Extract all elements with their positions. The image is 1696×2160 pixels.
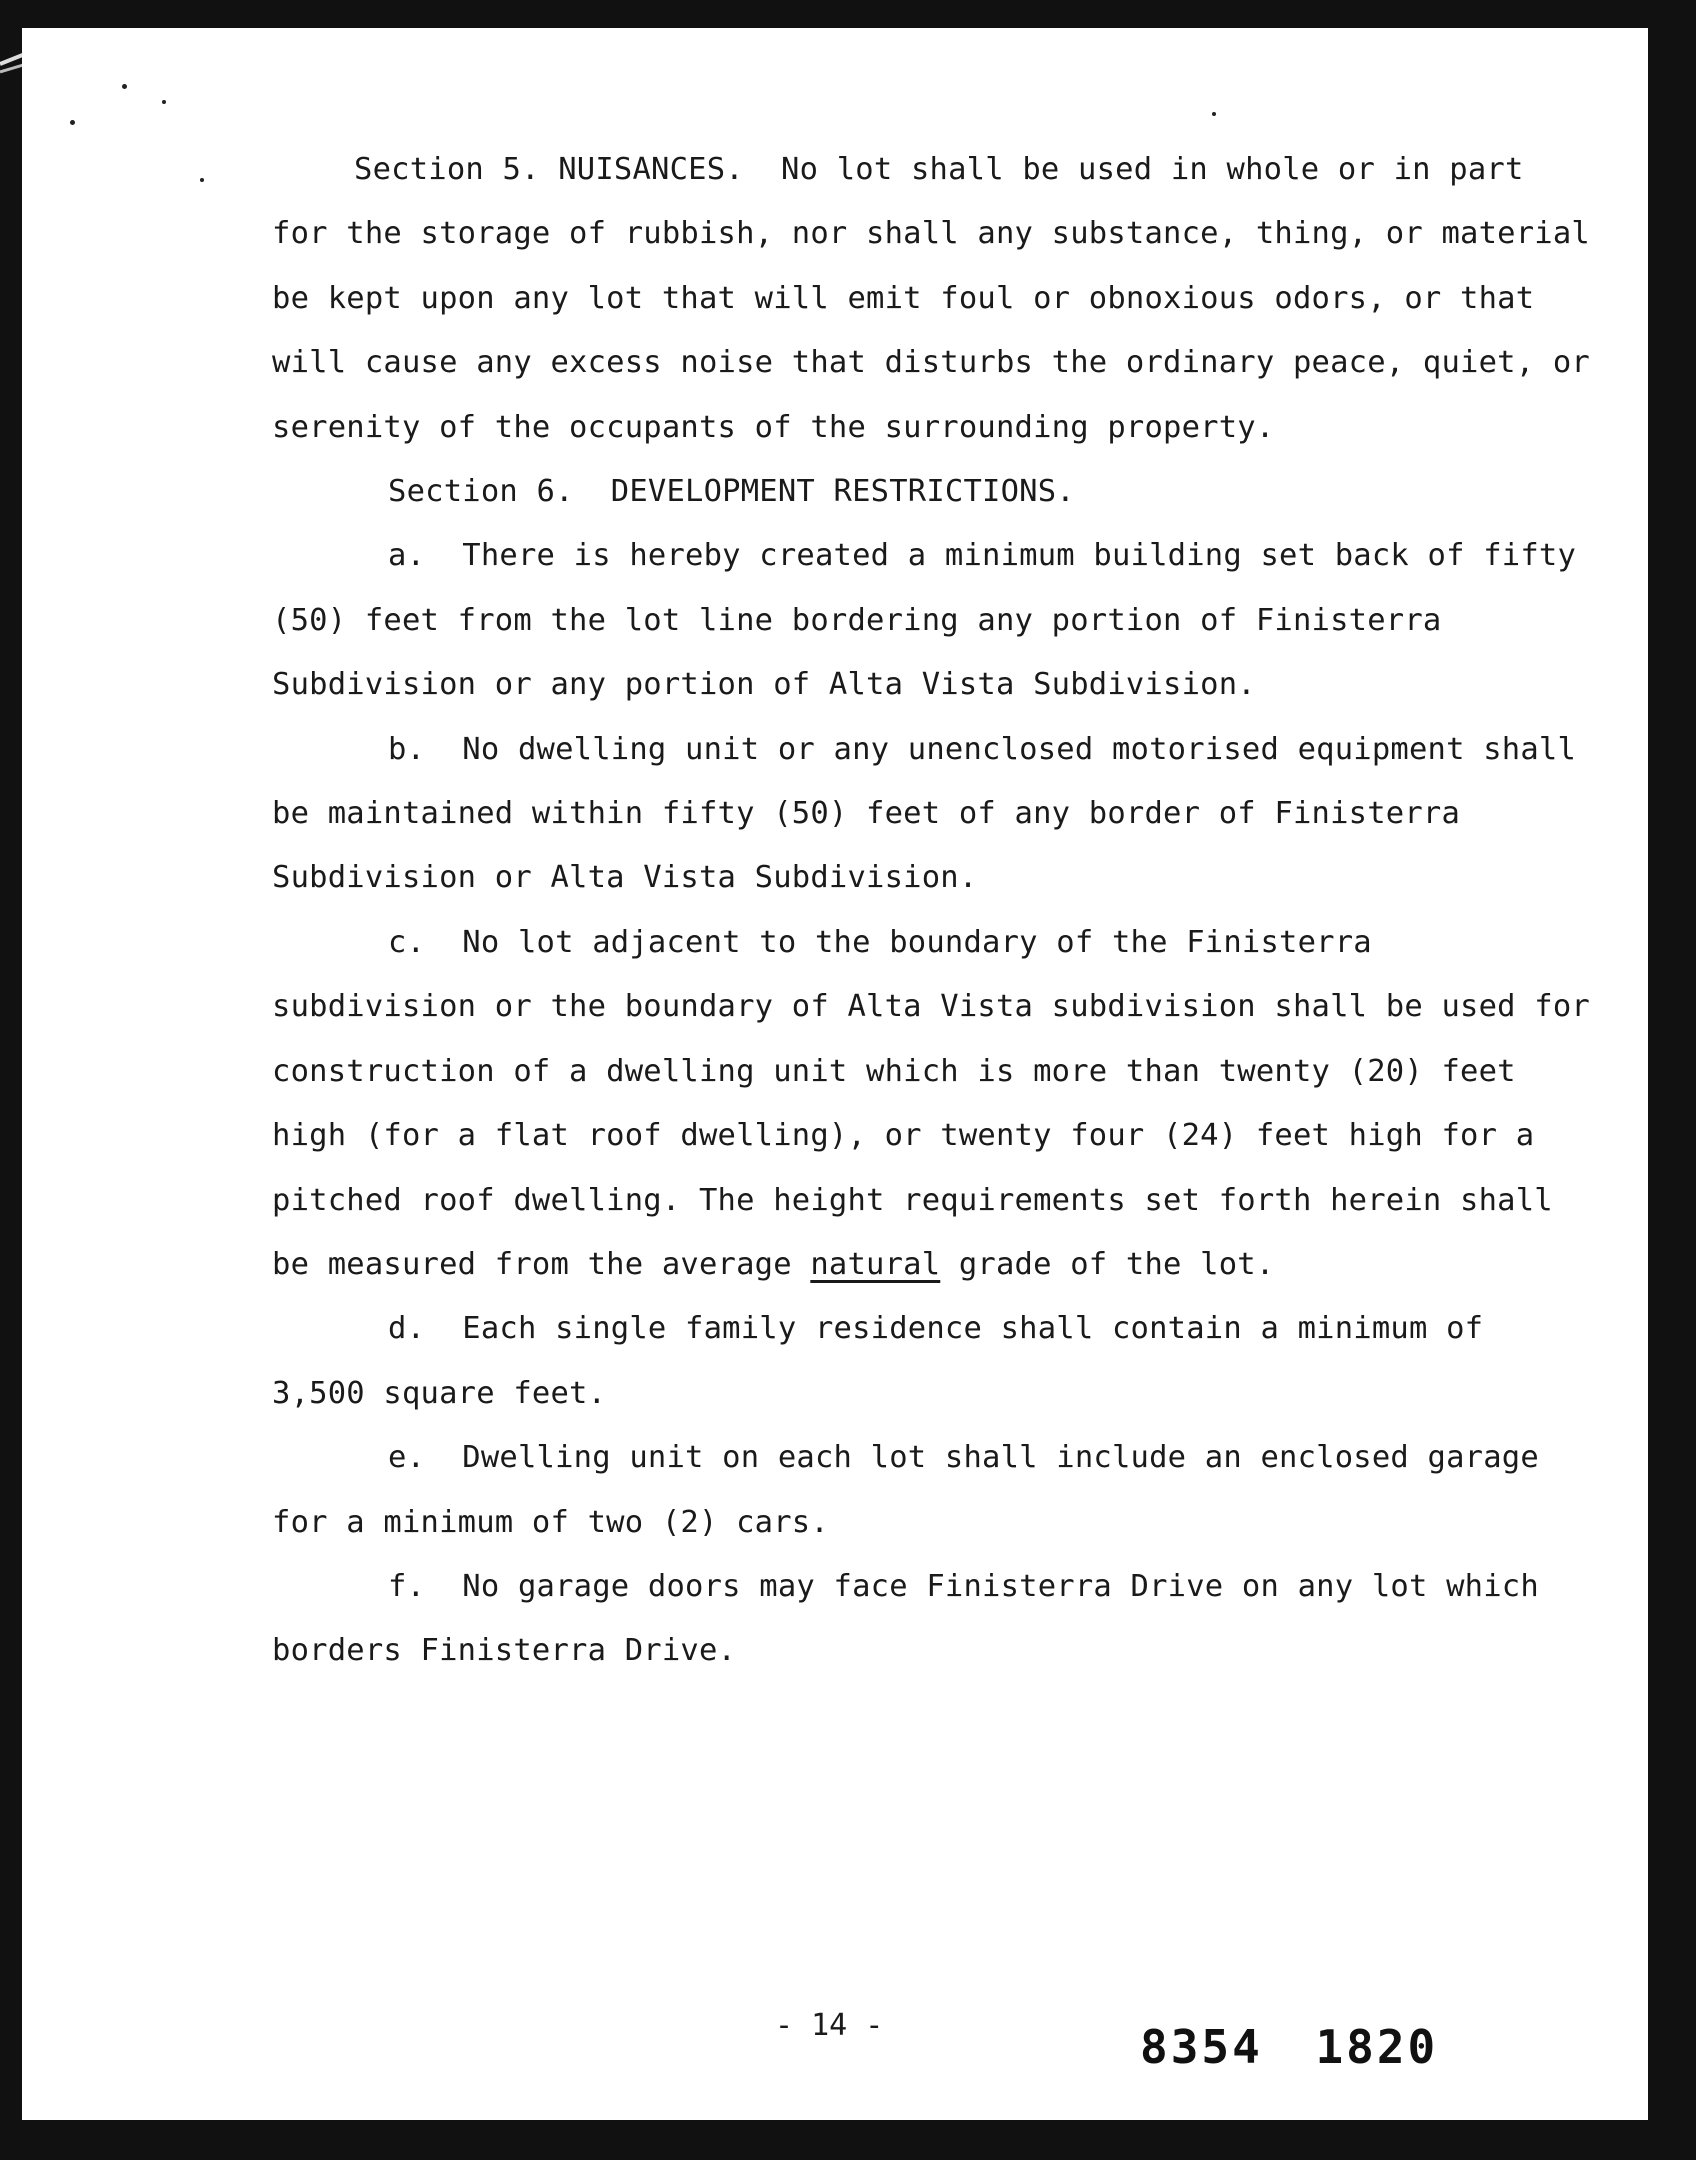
restriction-c-underlined-word: natural bbox=[810, 1246, 941, 1282]
restriction-b-label: b. bbox=[388, 731, 426, 767]
restriction-c-text: No lot adjacent to the boundary of the Finisterra subdivision or the boundary of Alta Vista subdivision shall be used for construction of a dwelling unit which is more than twenty (20) feet high (for a flat roof dwelling), or twenty four (24) feet high for a pitched roof dwelling. The height requirements set forth herein shall be measured from the average bbox=[272, 924, 1609, 1282]
recording-number: 8354 1820 bbox=[1140, 2020, 1439, 2074]
restriction-c bbox=[272, 911, 1609, 1297]
section-6-heading: Section 6. DEVELOPMENT RESTRICTIONS. bbox=[388, 474, 1075, 510]
restriction-b bbox=[272, 718, 1595, 911]
restriction-a-text: There is hereby created a minimum building set back of fifty (50) feet from the lot line bordering any portion of Finisterra Subdivision or any portion of Alta Vista Subdivision. bbox=[272, 538, 1595, 703]
restriction-f-label: f. bbox=[388, 1568, 426, 1604]
section-5-heading: Section 5. bbox=[354, 152, 540, 187]
section-5-title: NUISANCES. bbox=[558, 152, 744, 187]
restriction-d-text: Each single family residence shall contain a minimum of 3,500 square feet. bbox=[272, 1311, 1502, 1411]
restriction-e-text: Dwelling unit on each lot shall include an enclosed garage for a minimum of two (2) cars. bbox=[272, 1440, 1558, 1540]
page-number: - 14 - bbox=[775, 2008, 884, 2043]
scan-speck bbox=[162, 100, 166, 104]
restriction-f bbox=[272, 1555, 1592, 1684]
section-5-text: No lot shall be used in whole or in part for the storage of rubbish, nor shall any substance, thing, or material be kept upon any lot that will emit foul or obnoxious odors, or that will cause any excess noise that disturbs the ordinary peace, quiet, or serenity of the occupants of the surrounding property. bbox=[272, 152, 1609, 445]
restriction-e bbox=[272, 1426, 1592, 1555]
restriction-d-label: d. bbox=[388, 1311, 426, 1347]
restriction-a-label: a. bbox=[388, 538, 426, 574]
restriction-b-text: No dwelling unit or any unenclosed motorised equipment shall be maintained within fifty (50) feet of any border of Finisterra Subdivision or Alta Vista Subdivision. bbox=[272, 731, 1595, 896]
restriction-a bbox=[272, 524, 1595, 717]
scan-speck bbox=[70, 120, 75, 125]
scan-speck bbox=[122, 84, 127, 89]
scan-speck bbox=[200, 178, 204, 182]
restriction-e-label: e. bbox=[388, 1440, 426, 1476]
restriction-c-label: c. bbox=[388, 924, 426, 960]
section-5-paragraph bbox=[272, 138, 1609, 460]
restriction-d bbox=[272, 1297, 1592, 1426]
restriction-f-text: No garage doors may face Finisterra Drive on any lot which borders Finisterra Drive. bbox=[272, 1568, 1558, 1669]
document-body bbox=[272, 138, 1609, 1684]
scan-speck bbox=[1212, 112, 1216, 116]
restriction-c-text-end: grade of the lot. bbox=[940, 1246, 1275, 1282]
